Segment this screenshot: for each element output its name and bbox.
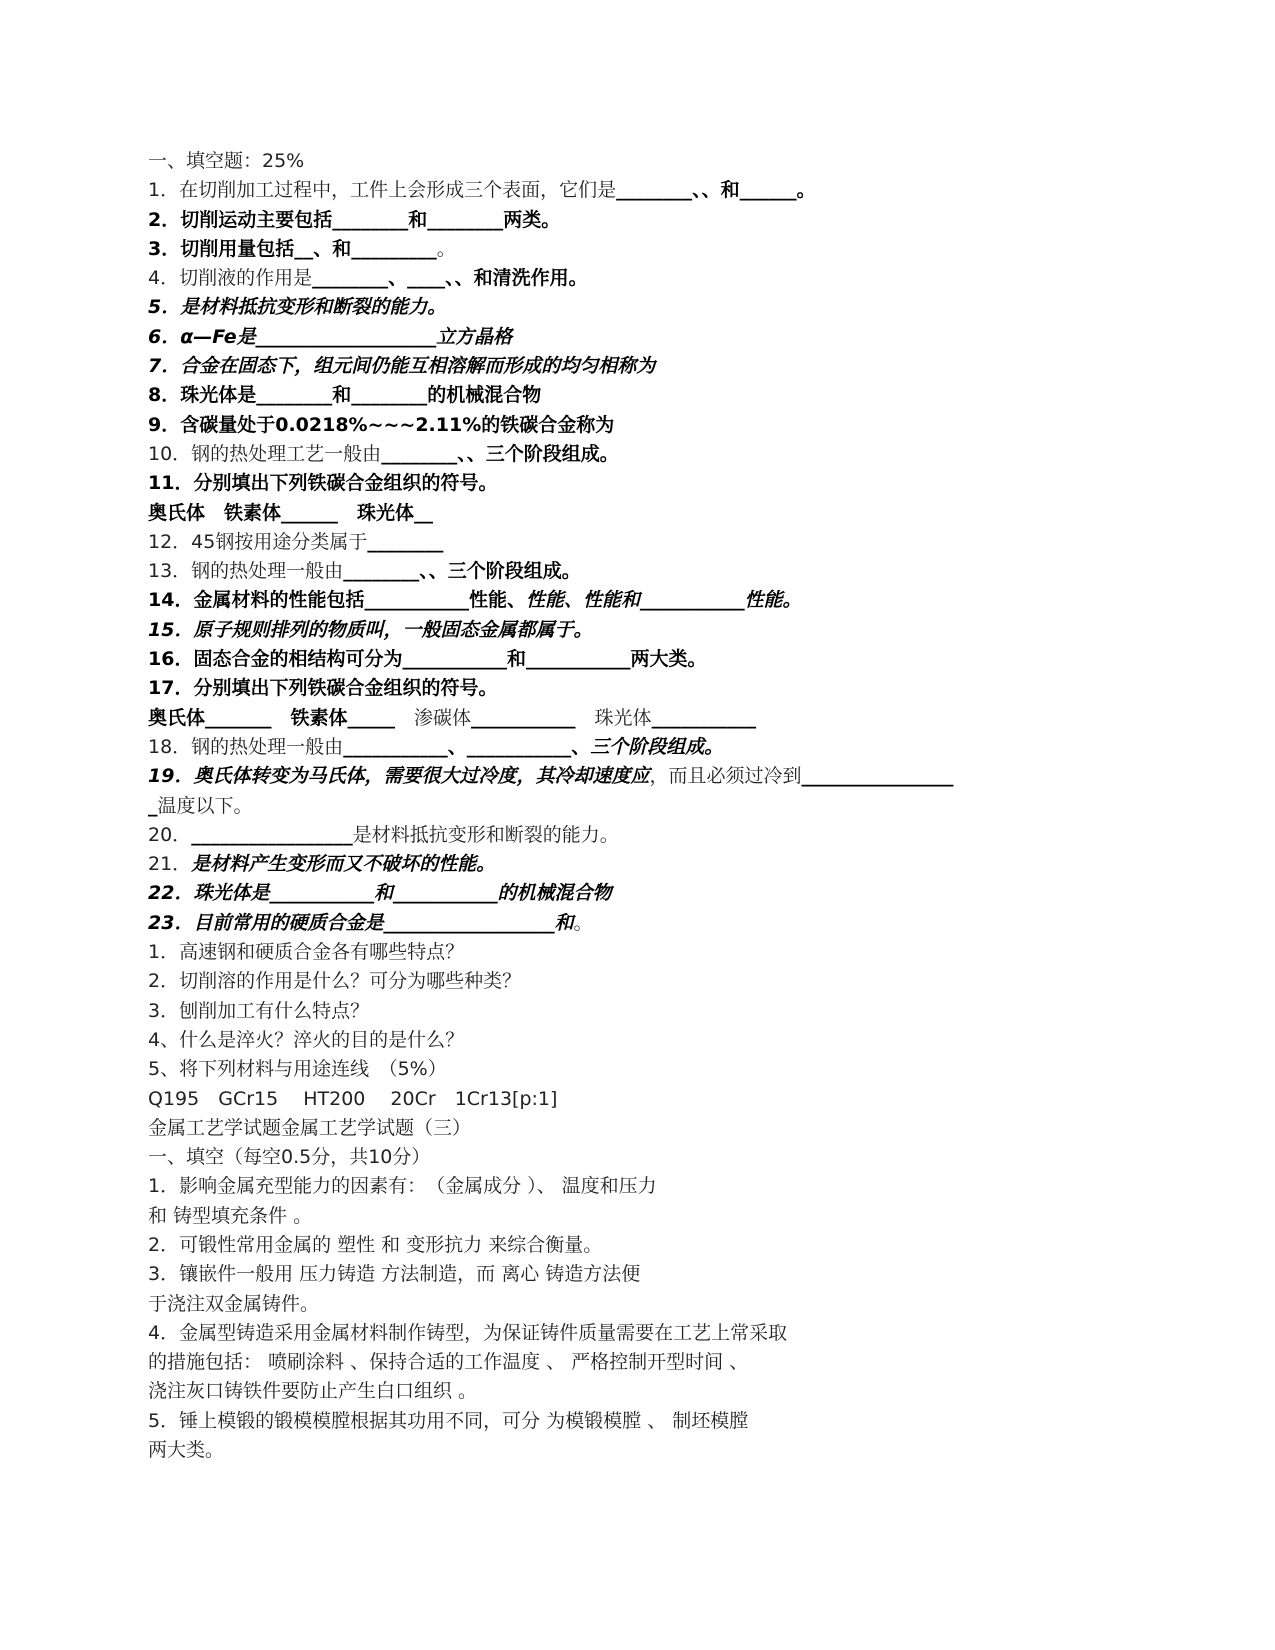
material-list: Q195 GCr15 HT200 20Cr 1Cr13[p:1] [148, 1087, 558, 1110]
question-line: 9．含碳量处于0.0218%~~~2.11%的铁碳合金称为 [148, 413, 615, 436]
question-line: 2．切削运动主要包括________和________两类。 [148, 208, 561, 231]
question-line: 20．_________________是材料抵抗变形和断裂的能力。 [148, 823, 619, 846]
question-line: 13．钢的热处理一般由________、、三个阶段组成。 [148, 560, 581, 583]
question-line: 奥氏体 铁素体______ 珠光体__ [148, 501, 434, 524]
section-heading: 一、填空（每空0.5分，共10分） [148, 1146, 431, 1169]
question-line: 12．45钢按用途分类属于________ [148, 530, 444, 553]
question-line: _温度以下。 [148, 794, 253, 817]
exam-title: 金属工艺学试题金属工艺学试题（三） [148, 1116, 472, 1139]
question-line: 7．合金在固态下，组元间仍能互相溶解而形成的均匀相称为 [148, 355, 656, 378]
document-page [148, 147, 1188, 1465]
question-line: 14．金属材料的性能包括___________性能、性能、性能和___________性能。 [148, 589, 802, 612]
question-line: 奥氏体_______ 铁素体_____ 渗碳体___________ 珠光体___________ [148, 706, 757, 729]
question-line: 1．在切削加工过程中，工件上会形成三个表面，它们是________、、和______。 [148, 179, 816, 202]
short-answer-question: 4、什么是淬火？淬火的目的是什么？ [148, 1028, 465, 1051]
question-line: 19．奥氏体转变为马氏体，需要很大过冷度，其冷却速度应，而且必须过冷到________________ [148, 765, 954, 788]
question-line: 6．α—Fe是___________________立方晶格 [148, 325, 513, 348]
section-heading: 一、填空题：25% [148, 150, 305, 172]
short-answer-question: 2．切削溶的作用是什么？可分为哪些种类？ [148, 970, 522, 993]
question-line: 22．珠光体是___________和___________的机械混合物 [148, 882, 612, 905]
question-line: 17．分别填出下列铁碳合金组织的符号。 [148, 677, 498, 700]
short-answer-question: 3．刨削加工有什么特点？ [148, 999, 370, 1022]
answer-line: 3．镶嵌件一般用 压力铸造 方法制造，而 离心 铸造方法便 [148, 1263, 641, 1286]
answer-line: 和 铸型填充条件 。 [148, 1204, 313, 1227]
short-answer-question: 5、将下列材料与用途连线 （5%） [148, 1058, 447, 1081]
question-line: 23．目前常用的硬质合金是__________________和。 [148, 911, 593, 934]
answer-line: 于浇注双金属铸件。 [148, 1292, 320, 1315]
short-answer-question: 1．高速钢和硬质合金各有哪些特点？ [148, 941, 465, 964]
question-line: 15．原子规则排列的物质叫，一般固态金属都属于。 [148, 618, 593, 641]
question-line: 16．固态合金的相结构可分为___________和___________两大类。 [148, 648, 707, 671]
answer-line: 4．金属型铸造采用金属材料制作铸型，为保证铸件质量需要在工艺上常采取 [148, 1321, 788, 1344]
answer-line: 1．影响金属充型能力的因素有： （金属成分 ）、 温度和压力 [148, 1175, 657, 1198]
question-line: 4．切削液的作用是________、____、、和清洗作用。 [148, 267, 588, 290]
answer-line: 两大类。 [148, 1439, 225, 1462]
question-line: 21．是材料产生变形而又不破坏的性能。 [148, 853, 496, 876]
question-line: 3．切削用量包括__、和_________。 [148, 237, 456, 260]
answer-line: 的措施包括： 喷刷涂料 、保持合适的工作温度 、 严格控制开型时间 、 [148, 1351, 749, 1374]
answer-line: 2．可锻性常用金属的 塑性 和 变形抗力 来综合衡量。 [148, 1233, 603, 1256]
question-line: 5．是材料抵抗变形和断裂的能力。 [148, 296, 447, 319]
question-line: 11．分别填出下列铁碳合金组织的符号。 [148, 472, 498, 495]
answer-line: 5．锤上模锻的锻模模膛根据其功用不同，可分 为模锻模膛 、 制坯模膛 [148, 1409, 749, 1432]
question-line: 18．钢的热处理一般由___________、___________、三个阶段组成。 [148, 735, 724, 758]
question-line: 8．珠光体是________和________的机械混合物 [148, 384, 542, 407]
answer-line: 浇注灰口铸铁件要防止产生白口组织 。 [148, 1380, 478, 1403]
question-line: 10．钢的热处理工艺一般由________、、三个阶段组成。 [148, 442, 619, 465]
